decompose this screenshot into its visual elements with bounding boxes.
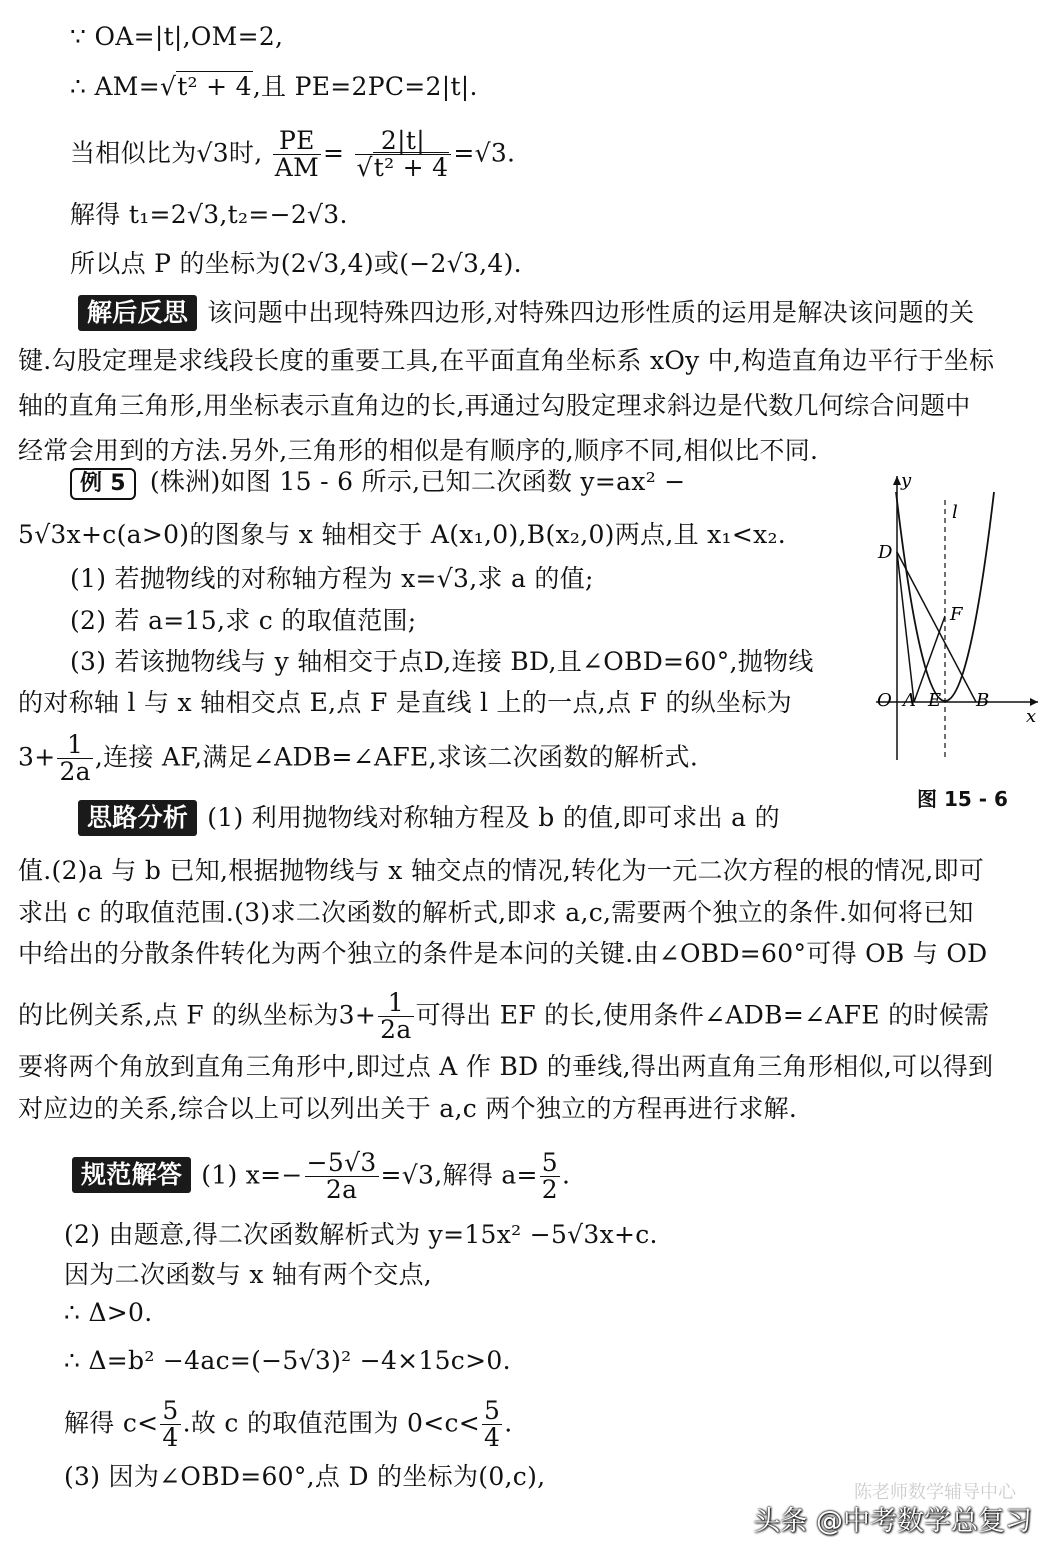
text-line: 的对称轴 l 与 x 轴相交点 E,点 F 是直线 l 上的一点,点 F 的纵坐标为 — [18, 688, 792, 717]
text-line: ∴ Δ=b² −4ac=(−5√3)² −4×15c>0. — [64, 1346, 511, 1375]
text-line: 求出 c 的取值范围.(3)求二次函数的解析式,即求 a,c,需要两个独立的条件.如何将已知 — [18, 898, 974, 927]
text-line: 中给出的分散条件转化为两个独立的条件是本问的关键.由∠OBD=60°可得 OB 与 OD — [18, 939, 988, 968]
text-line: ∵ OA=|t|,OM=2, — [70, 22, 284, 51]
text-line: 规范解答 (1) x=− $\frac{-5√3}{2a}$ =√3,解得 a= $\frac{5}{2}$ . — [72, 1150, 570, 1204]
fraction: $\frac{5}{2}$ — [541, 1148, 558, 1205]
text-line: (3) 若该抛物线与 y 轴相交于点D,连接 BD,且∠OBD=60°,抛物线 — [70, 647, 814, 676]
figure-caption: 图 15 - 6 — [917, 787, 1008, 811]
y-axis-arrow — [893, 476, 901, 485]
fraction: $\frac{1}{2a}$ — [59, 730, 91, 787]
text-line: 要将两个角放到直角三角形中,即过点 A 作 BD 的垂线,得出两直角三角形相似,可以得到 — [18, 1052, 994, 1081]
x-axis-arrow — [1030, 698, 1038, 706]
segment-AD — [897, 552, 914, 702]
label-y: y — [901, 470, 912, 491]
text-line: 解后反思 该问题中出现特殊四边形,对特殊四边形性质的运用是解决该问题的关 — [78, 295, 974, 331]
text-line: 键.勾股定理是求线段长度的重要工具,在平面直角坐标系 xOy 中,构造直角边平行于坐标 — [18, 346, 995, 375]
text-line: 3+ $\frac{1}{2a}$ ,连接 AF,满足∠ADB=∠AFE,求该二次函数的解析式. — [18, 730, 699, 787]
fraction: $\frac{-5√3}{2a}$ — [306, 1148, 377, 1205]
label-D: D — [878, 542, 893, 563]
text-line: 解得 c< $\frac{5}{4}$ .故 c 的取值范围为 0<c< $\frac{5}{4}$ . — [64, 1396, 513, 1453]
fraction: $\frac{2|t|}{\text{√t² + 4}}$ — [355, 128, 452, 182]
text-line: (2) 由题意,得二次函数解析式为 y=15x² −5√3x+c. — [64, 1220, 658, 1249]
section-tag: 解后反思 — [78, 295, 197, 331]
watermark: 头条 @中考数学总复习 — [753, 1506, 1032, 1537]
label-O: O — [877, 690, 892, 711]
section-tag: 规范解答 — [72, 1157, 191, 1193]
watermark-faint: 陈老师数学辅导中心 — [854, 1482, 1016, 1503]
section-tag: 思路分析 — [78, 800, 197, 836]
text-line: 所以点 P 的坐标为(2√3,4)或(−2√3,4). — [70, 249, 522, 278]
fraction: $\frac{5}{4}$ — [484, 1396, 501, 1453]
text-line: 例 5 (株洲)如图 15 - 6 所示,已知二次函数 y=ax² − — [70, 465, 686, 500]
text-line: ∴ Δ>0. — [64, 1298, 153, 1327]
text-line: 的比例关系,点 F 的纵坐标为3+ $\frac{1}{2a}$ 可得出 EF 的长,使用条件∠ADB=∠AFE 的时候需 — [18, 988, 990, 1045]
text-line: 值.(2)a 与 b 已知,根据抛物线与 x 轴交点的情况,转化为一元二次方程的根的情况,即可 — [18, 856, 985, 885]
text-line: 5√3x+c(a>0)的图象与 x 轴相交于 A(x₁,0),B(x₂,0)两点,且 x₁<x₂. — [18, 520, 787, 549]
segment-BD — [897, 552, 976, 702]
label-B: B — [976, 690, 990, 711]
text-line: 对应边的关系,综合以上可以列出关于 a,c 两个独立的方程再进行求解. — [18, 1094, 798, 1123]
text-line: (3) 因为∠OBD=60°,点 D 的坐标为(0,c), — [64, 1462, 546, 1491]
label-E: E — [928, 690, 942, 711]
text-line: ∴ AM=√t² + 4,且 PE=2PC=2|t|. — [70, 72, 478, 101]
label-F: F — [950, 604, 963, 625]
text-line: 解得 t₁=2√3,t₂=−2√3. — [70, 200, 348, 229]
label-l: l — [952, 502, 958, 523]
example-label: 例 5 — [70, 468, 136, 500]
text-line: 当相似比为√3时, $\frac{PE}{AM}$ = $\frac{2|t|}{\text{√t² + 4}}$ =√3. — [70, 126, 516, 183]
text-line: 因为二次函数与 x 轴有两个交点, — [64, 1260, 433, 1289]
text-line: (1) 若抛物线的对称轴方程为 x=√3,求 a 的值; — [70, 564, 594, 593]
label-A: A — [903, 690, 916, 711]
text-line: 轴的直角三角形,用坐标表示直角边的长,再通过勾股定理求斜边是代数几何综合问题中 — [18, 391, 971, 420]
fraction: $\frac{5}{4}$ — [162, 1396, 179, 1453]
text-line: (2) 若 a=15,求 c 的取值范围; — [70, 606, 417, 635]
label-x: x — [1026, 706, 1037, 727]
text-line: 思路分析 (1) 利用抛物线对称轴方程及 b 的值,即可求出 a 的 — [78, 800, 780, 836]
text-line: 经常会用到的方法.另外,三角形的相似是有顺序的,顺序不同,相似比不同. — [18, 436, 819, 465]
fraction: $\frac{1}{2a}$ — [380, 988, 412, 1045]
parabola-figure — [866, 470, 1042, 770]
fraction: $\frac{PE}{AM}$ — [274, 126, 319, 183]
